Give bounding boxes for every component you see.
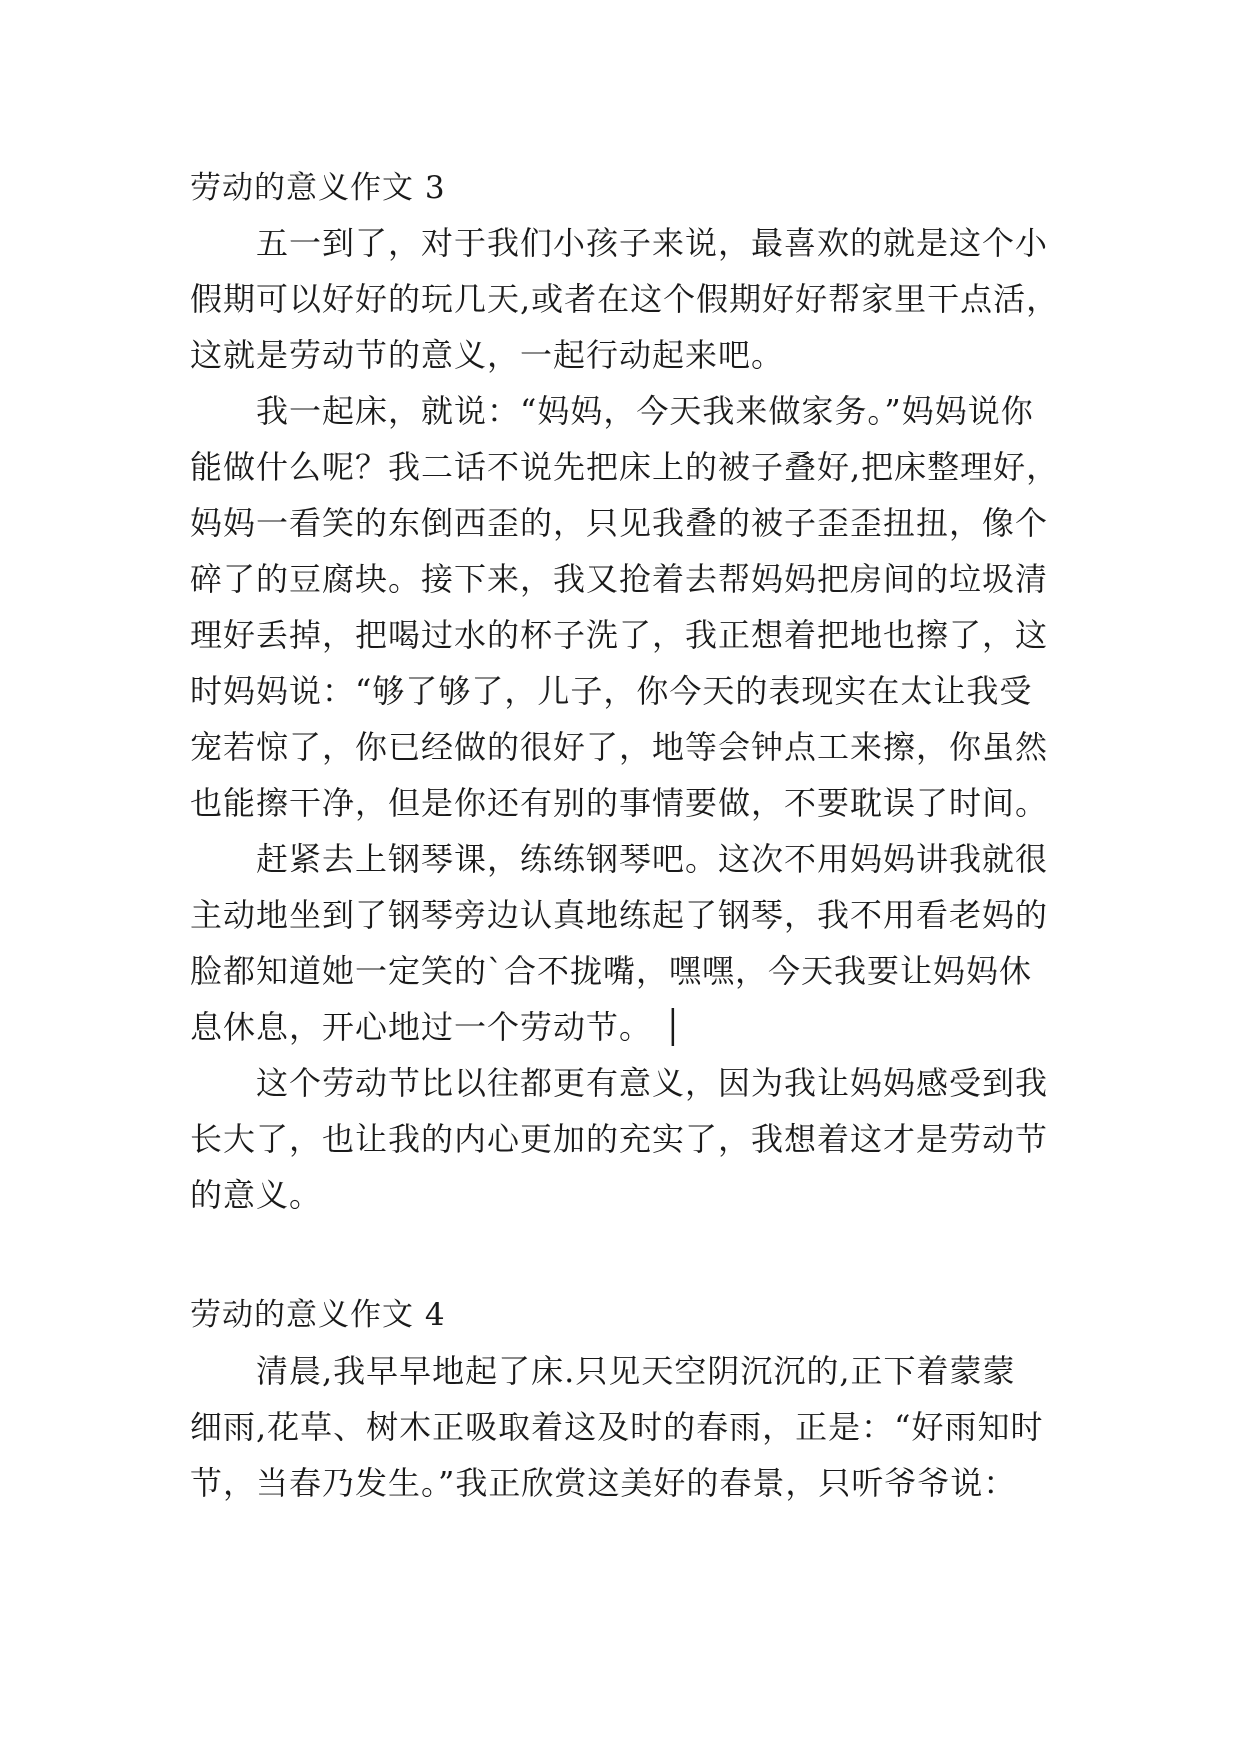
section-title: 劳动的意义作文 3 bbox=[190, 170, 446, 206]
text-line: 理好丢掉，把喝过水的杯子洗了，我正想着把地也擦了，这 bbox=[190, 616, 1049, 654]
text-line: 赶紧去上钢琴课，练练钢琴吧。这次不用妈妈讲我就很 bbox=[256, 840, 1049, 878]
text-line: 碎了的豆腐块。接下来，我又抢着去帮妈妈把房间的垃圾清 bbox=[190, 560, 1049, 598]
text-line: 五一到了，对于我们小孩子来说，最喜欢的就是这个小 bbox=[256, 224, 1049, 262]
text-line: 主动地坐到了钢琴旁边认真地练起了钢琴，我不用看老妈的 bbox=[190, 896, 1049, 934]
text-line: 时妈妈说：“够了够了，儿子，你今天的表现实在太让我受 bbox=[190, 672, 1033, 710]
section-title: 劳动的意义作文 4 bbox=[190, 1297, 446, 1333]
text-line: 息休息，开心地过一个劳动节。 │ bbox=[190, 1008, 684, 1046]
text-line: 妈妈一看笑的东倒西歪的，只见我叠的被子歪歪扭扭，像个 bbox=[190, 504, 1049, 542]
text-line: 我一起床，就说：“妈妈，今天我来做家务。”妈妈说你 bbox=[256, 392, 1034, 430]
text-line: 也能擦干净，但是你还有别的事情要做，不要耽误了时间。 bbox=[190, 784, 1049, 822]
text-line: 长大了，也让我的内心更加的充实了，我想着这才是劳动节 bbox=[190, 1120, 1049, 1158]
text-line: 的意义。 bbox=[190, 1176, 323, 1214]
text-line: 脸都知道她一定笑的`合不拢嘴，嘿嘿，今天我要让妈妈休 bbox=[190, 952, 1033, 990]
text-line: 这个劳动节比以往都更有意义，因为我让妈妈感受到我 bbox=[256, 1064, 1049, 1102]
text-line: 这就是劳动节的意义，一起行动起来吧。 bbox=[190, 336, 785, 374]
text-line: 节，当春乃发生。”我正欣赏这美好的春景，只听爷爷说： bbox=[190, 1464, 1017, 1502]
text-line: 能做什么呢？我二话不说先把床上的被子叠好,把床整理好， bbox=[190, 448, 1060, 486]
text-line: 清晨,我早早地起了床.只见天空阴沉沉的,正下着蒙蒙 bbox=[256, 1352, 1016, 1390]
text-line: 假期可以好好的玩几天,或者在这个假期好好帮家里干点活， bbox=[190, 280, 1060, 318]
text-line: 细雨,花草、树木正吸取着这及时的春雨，正是：“好雨知时 bbox=[190, 1408, 1044, 1446]
text-line: 宠若惊了，你已经做的很好了，地等会钟点工来擦，你虽然 bbox=[190, 728, 1049, 766]
